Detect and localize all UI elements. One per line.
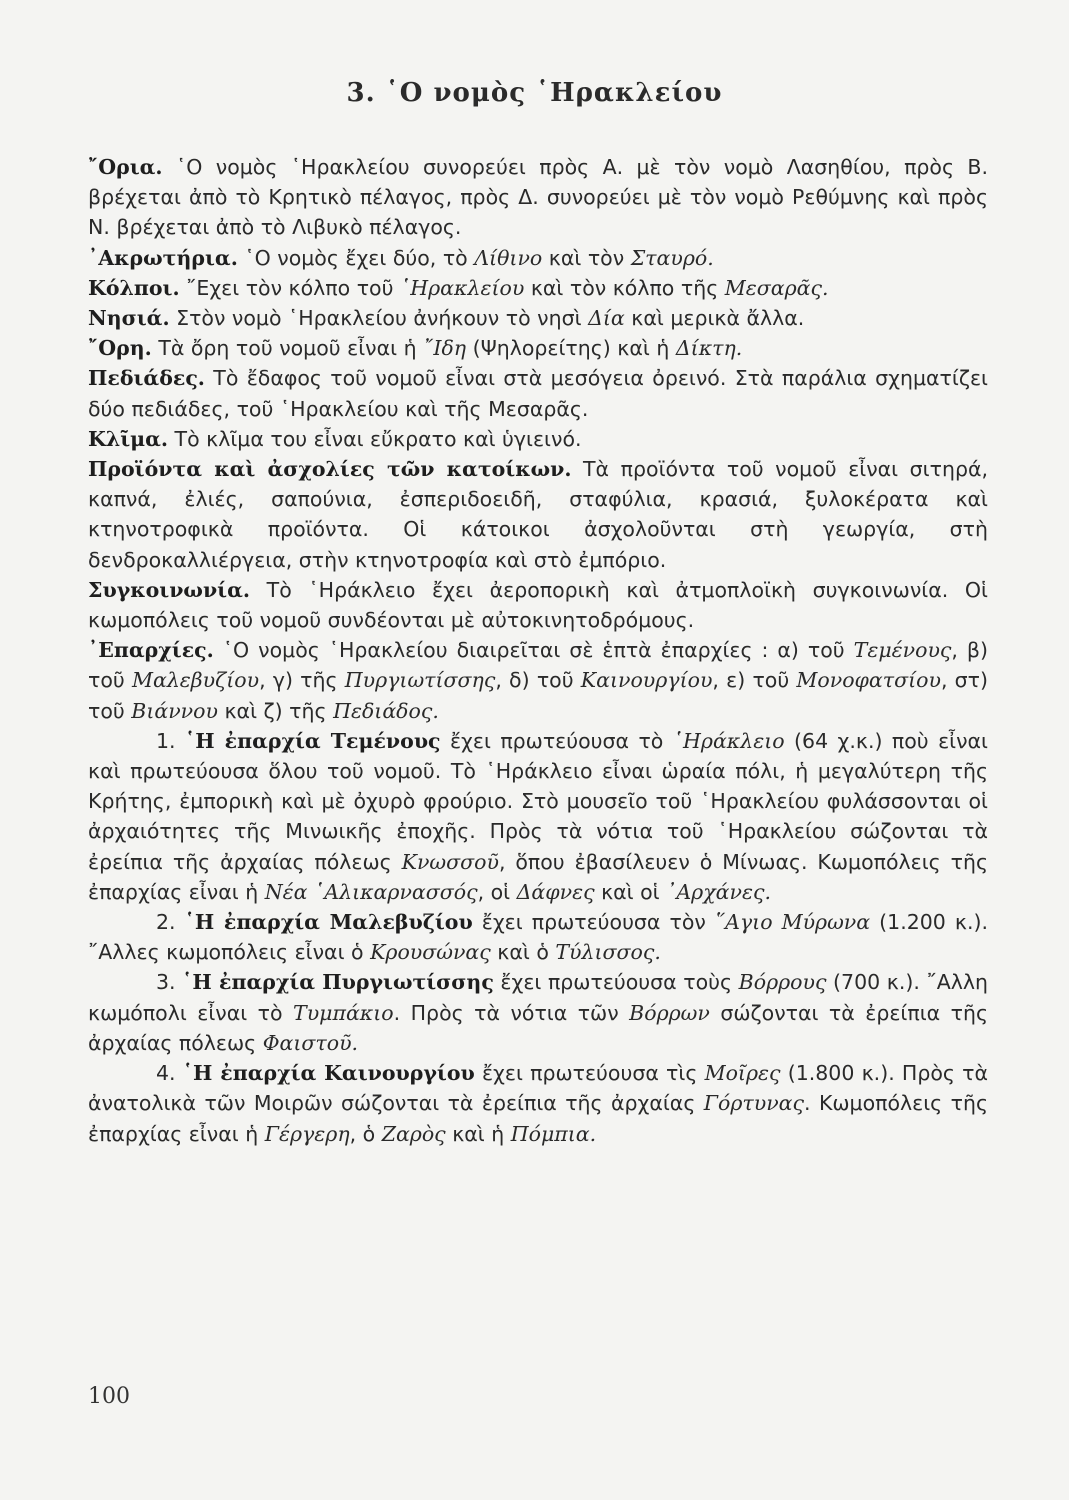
paragraph-text: (1.200 κ.). ῎Αλλες κωμοπόλεις εἶναι ὁ xyxy=(88,910,989,965)
paragraph-text: , στ) τοῦ xyxy=(88,668,989,723)
place-name: Γόρτυνας xyxy=(703,1091,804,1116)
place-name: Βόρρων xyxy=(629,1000,710,1025)
item-number: 2. xyxy=(156,910,185,935)
place-name: Πεδιάδος. xyxy=(333,698,439,723)
paragraph-text: ῾Ο νομὸς ἔχει δύο, τὸ xyxy=(237,245,475,270)
paragraph-text: , οἱ xyxy=(477,879,517,904)
paragraph-text: καὶ τὸν xyxy=(542,245,631,270)
place-name: ῎Ιδη xyxy=(423,336,467,361)
place-name: Βιάννου xyxy=(131,698,218,723)
paragraph-text: καὶ ἡ xyxy=(445,1121,511,1146)
page-number: 100 xyxy=(88,1384,130,1409)
item-number: 3. xyxy=(156,970,183,995)
paragraph-text: ῾Ο νομὸς ῾Ηρακλείου διαιρεῖται σὲ ἑπτὰ ἐπαρχίες : α) τοῦ xyxy=(213,638,854,663)
paragraph-pediades xyxy=(88,363,988,423)
place-name: ῞Αγιο Μύρωνα xyxy=(714,910,871,935)
place-name: Μοῖρες xyxy=(704,1061,781,1086)
province-heading: ῾Η ἐπαρχία Τεμένους xyxy=(184,728,441,753)
place-name: ᾽Αρχάνες. xyxy=(666,879,771,904)
item-number: 4. xyxy=(156,1061,183,1086)
province-heading: ῾Η ἐπαρχία Μαλεβυζίου xyxy=(184,910,473,935)
section-heading: Κλῖμα. xyxy=(88,426,169,451)
province-heading: ῾Η ἐπαρχία Πυργιωτίσσης xyxy=(182,970,494,995)
paragraph-klima xyxy=(88,424,988,454)
paragraph-oria xyxy=(88,152,988,243)
place-name: Τύλισσος. xyxy=(555,940,661,965)
paragraph-text: ῎Εχει τὸν κόλπο τοῦ xyxy=(179,275,400,300)
section-heading: ῎Ορη. xyxy=(88,336,152,361)
paragraph-text: , δ) τοῦ xyxy=(495,668,581,693)
section-heading: ᾽Ακρωτήρια. xyxy=(88,245,238,270)
place-name: Τυμπάκιο xyxy=(293,1000,394,1025)
place-name: ῾Ηράκλειο xyxy=(672,728,785,753)
place-name: Δίκτη. xyxy=(675,336,743,361)
section-heading: Πεδιάδες. xyxy=(88,366,205,391)
paragraph-province-temenous xyxy=(88,726,988,907)
paragraph-text: ἔχει πρωτεύουσα τὸν xyxy=(472,910,715,935)
place-name: Κνωσσοῦ xyxy=(401,849,499,874)
paragraph-text: Τὰ προϊόντα τοῦ νομοῦ εἶναι σιτηρά, καπνά, ἐλιές, σαπούνια, ἐσπεριδοειδῆ, σταφύλια, κρασιά, ξυλοκέρατα καὶ κτηνοτροφικὰ προϊόντα. Οἱ κάτοικοι ἀσχολοῦνται στὴ γεωργία, στὴ δενδροκαλλιέργεια, στὴν κτηνοτροφία καὶ στὸ ἐμπόριο. xyxy=(88,457,988,572)
paragraph-text: , ὁ xyxy=(349,1121,382,1146)
paragraph-synkoinonia xyxy=(88,575,988,635)
paragraph-text: . Πρὸς τὰ νότια τῶν xyxy=(393,1000,630,1025)
paragraph-text: Τὸ ῾Ηράκλειο ἔχει ἀεροπορικὴ καὶ ἀτμοπλοϊκὴ συγκοινωνία. Οἱ κωμοπόλεις τοῦ νομοῦ συνδέονται μὲ αὐτοκινητοδρόμους. xyxy=(88,577,988,633)
place-name: Τεμένους xyxy=(853,638,952,663)
section-heading: Κόλποι. xyxy=(88,275,180,300)
place-name: Δία xyxy=(588,306,625,331)
paragraph-text: . Κωμοπόλεις τῆς ἐπαρχίας εἶναι ἡ xyxy=(88,1091,988,1146)
section-heading: ῎Ορια. xyxy=(88,155,163,179)
section-heading: Προϊόντα καὶ ἀσχολίες τῶν κατοίκων. xyxy=(88,457,572,482)
page-body xyxy=(88,152,988,1149)
place-name: Ζαρὸς xyxy=(381,1121,446,1146)
item-number: 1. xyxy=(156,728,185,753)
paragraph-text: (Ψηλορείτης) καὶ ἡ xyxy=(466,336,676,361)
paragraph-text: καὶ οἱ xyxy=(594,879,667,904)
page-title: 3. ῾Ο νομὸς ῾Ηρακλείου xyxy=(346,78,723,108)
paragraph-province-kainourgiou xyxy=(88,1058,988,1149)
paragraph-text: ῾Ο νομὸς ῾Ηρακλείου συνορεύει πρὸς Α. μὲ τὸν νομὸ Λασηθίου, πρὸς Β. βρέχεται ἀπὸ τὸ Κρητικὸ πέλαγος, πρὸς Δ. συνορεύει μὲ τὸν νομὸ Ρεθύμνης καὶ πρὸς Ν. βρέχεται ἀπὸ τὸ Λιβυκὸ πέλαγος. xyxy=(88,155,988,240)
province-heading: ῾Η ἐπαρχία Καινουργίου xyxy=(182,1061,475,1086)
paragraph-eparchies xyxy=(88,635,988,726)
place-name: Σταυρό. xyxy=(630,245,714,270)
place-name: Μονοφατσίου xyxy=(796,668,941,693)
place-name: Νέα ῾Αλικαρνασσός xyxy=(264,879,478,904)
paragraph-akrotiria xyxy=(88,243,988,273)
paragraph-province-pyrgiotissis xyxy=(88,967,988,1058)
paragraph-text: , β) τοῦ xyxy=(88,638,988,693)
section-heading: Συγκοινωνία. xyxy=(88,577,251,602)
paragraph-text: Στὸν νομὸ ῾Ηρακλείου ἀνήκουν τὸ νησὶ xyxy=(169,306,589,331)
paragraph-text: , γ) τῆς xyxy=(259,668,345,693)
paragraph-kolpoi xyxy=(88,273,988,303)
place-name: Λίθινο xyxy=(474,245,543,270)
paragraph-text: σώζονται τὰ ἐρείπια τῆς ἀρχαίας πόλεως xyxy=(88,1000,988,1055)
place-name: Πόμπια. xyxy=(510,1121,597,1146)
paragraph-text: καὶ μερικὰ ἄλλα. xyxy=(624,306,805,331)
paragraph-ori xyxy=(88,333,988,363)
paragraph-text: (64 χ.κ.) ποὺ εἶναι καὶ πρωτεύουσα ὅλου τοῦ νομοῦ. Τὸ ῾Ηράκλειο εἶναι ὡραία πόλι, ἡ μεγαλύτερη τῆς Κρήτης, ἐμπορικὴ καὶ μὲ ὀχυρὸ φρούριο. Στὸ μουσεῖο τοῦ ῾Ηρακλείου φυλάσσονται οἱ ἀρχαιότητες τῆς Μινωικῆς ἐποχῆς. Πρὸς τὰ νότια τοῦ ῾Ηρακλείου σώζονται τὰ ἐρείπια τῆς ἀρχαίας πόλεως xyxy=(88,728,988,874)
place-name: Δάφνες xyxy=(516,879,595,904)
place-name: ῾Ηρακλείου xyxy=(399,275,525,300)
paragraph-text: ἔχει πρωτεύουσα τὶς xyxy=(474,1061,705,1086)
paragraph-text: καὶ τὸν κόλπο τῆς xyxy=(524,275,725,300)
paragraph-text: , ὅπου ἐβασίλευεν ὁ Μίνωας. Κωμοπόλεις τῆς ἐπαρχίας εἶναι ἡ xyxy=(88,849,988,904)
place-name: Φαιστοῦ. xyxy=(262,1030,359,1055)
paragraph-text: (700 κ.). ῎Αλλη κωμόπολι εἶναι τὸ xyxy=(88,970,989,1025)
paragraph-proionta xyxy=(88,454,988,575)
paragraph-text: καὶ ὁ xyxy=(490,940,556,965)
paragraph-text: (1.800 κ.). Πρὸς τὰ ἀνατολικὰ τῶν Μοιρῶν σώζονται τὰ ἐρείπια τῆς ἀρχαίας xyxy=(88,1061,988,1116)
paragraph-text: ἔχει πρωτεύουσα τὸ xyxy=(440,728,673,753)
section-heading: Νησιά. xyxy=(88,306,170,331)
place-name: Κρουσώνας xyxy=(370,940,491,965)
place-name: Γέργερη xyxy=(264,1121,350,1146)
paragraph-nisia xyxy=(88,303,988,333)
place-name: Καινουργίου xyxy=(580,668,713,693)
paragraph-province-malevyziou xyxy=(88,907,988,967)
paragraph-text: Τὰ ὄρη τοῦ νομοῦ εἶναι ἡ xyxy=(151,336,424,361)
paragraph-text: Τὸ ἔδαφος τοῦ νομοῦ εἶναι στὰ μεσόγεια ὀρεινό. Στὰ παράλια σχηματίζει δύο πεδιάδες, τοῦ ῾Ηρακλείου καὶ τῆς Μεσαρᾶς. xyxy=(88,366,988,421)
paragraph-text: καὶ ζ) τῆς xyxy=(217,698,334,723)
place-name: Βόρρους xyxy=(738,970,827,995)
section-heading: ᾽Επαρχίες. xyxy=(88,638,214,663)
place-name: Πυργιωτίσσης xyxy=(344,668,496,693)
paragraph-text: ἔχει πρωτεύουσα τοὺς xyxy=(493,970,739,995)
place-name: Μεσαρᾶς. xyxy=(724,275,829,300)
place-name: Μαλεβυζίου xyxy=(131,668,260,693)
paragraph-text: Τὸ κλῖμα του εἶναι εὔκρατο καὶ ὑγιεινό. xyxy=(168,426,582,451)
paragraph-text: , ε) τοῦ xyxy=(712,668,797,693)
